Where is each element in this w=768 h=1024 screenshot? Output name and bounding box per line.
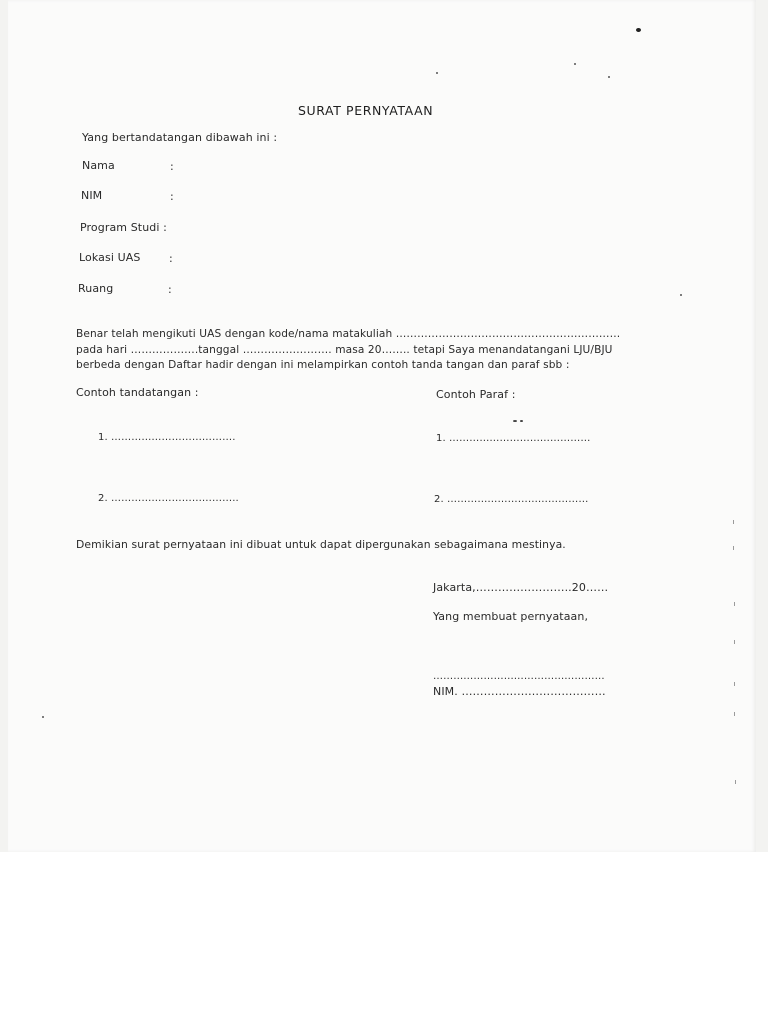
scan-edge-mark xyxy=(734,640,735,644)
scan-speck xyxy=(636,28,641,32)
signature-blank-line: …………………………………………… xyxy=(433,671,605,682)
scan-speck xyxy=(520,420,523,422)
signature-line-2: 2. ……………………………….. xyxy=(98,493,239,504)
field-label-nim: NIM xyxy=(81,189,103,202)
closing-statement: Demikian surat pernyataan ini dibuat untuk dapat dipergunakan sebagaimana mestinya. xyxy=(76,538,566,551)
paraf-header: Contoh Paraf : xyxy=(436,388,516,401)
signature-line-1: 1. ………………………………. xyxy=(98,432,236,443)
scan-speck xyxy=(608,76,610,78)
document-page xyxy=(8,0,756,852)
scan-edge-mark xyxy=(734,602,735,606)
maker-label: Yang membuat pernyataan, xyxy=(433,610,589,623)
place-date: Jakarta,……………………..20…… xyxy=(433,581,609,594)
paraf-line-1: 1. …………………………………… xyxy=(436,433,591,444)
signature-header: Contoh tandatangan : xyxy=(76,386,199,399)
scan-edge-mark xyxy=(735,780,736,784)
scan-speck xyxy=(42,716,44,718)
field-colon-nim: : xyxy=(170,190,174,203)
scan-edge-mark xyxy=(734,682,735,686)
field-colon-nama: : xyxy=(170,160,174,173)
field-label-lokasi-uas: Lokasi UAS xyxy=(79,251,141,264)
field-colon-lokasi-uas: : xyxy=(169,252,173,265)
document-title: SURAT PERNYATAAN xyxy=(298,103,434,118)
scan-speck xyxy=(680,294,682,296)
nim-line: NIM. ………………………………… xyxy=(433,685,606,698)
intro-text: Yang bertandatangan dibawah ini : xyxy=(82,131,278,144)
scan-speck xyxy=(574,63,576,65)
field-colon-ruang: : xyxy=(168,283,172,296)
paraf-line-2: 2. …………………………………… xyxy=(434,494,589,505)
scan-speck xyxy=(513,420,517,422)
field-label-nama: Nama xyxy=(82,159,115,172)
paragraph-line-2: pada hari ……………….tanggal ……………………. masa 20…….. tetapi Saya menandatangani LJU/BJU xyxy=(76,344,613,356)
paragraph-line-1: Benar telah mengikuti UAS dengan kode/nama matakuliah ……………………………………………………… xyxy=(76,328,621,340)
scan-edge-mark xyxy=(734,712,735,716)
field-label-program-studi: Program Studi : xyxy=(80,221,167,234)
scan-edge-mark xyxy=(733,546,734,550)
scan-speck xyxy=(436,72,438,74)
field-label-ruang: Ruang xyxy=(78,282,114,295)
scan-edge-mark xyxy=(733,520,734,524)
paragraph-line-3: berbeda dengan Daftar hadir dengan ini melampirkan contoh tanda tangan dan paraf sbb : xyxy=(76,359,570,371)
